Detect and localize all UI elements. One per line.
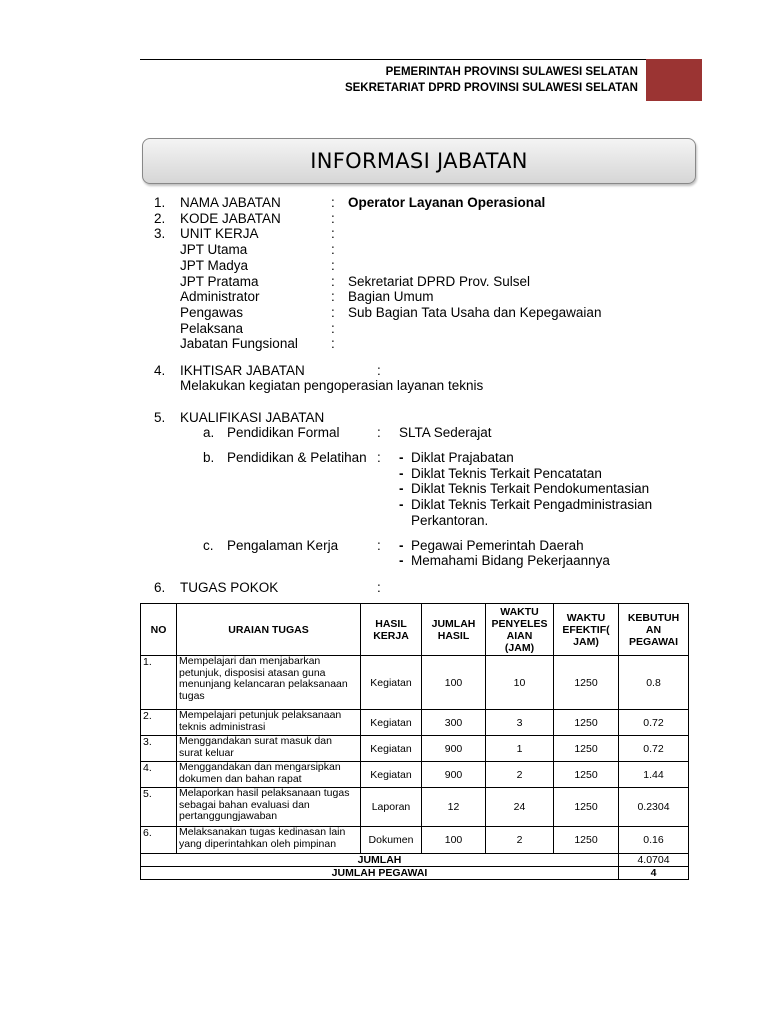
colon: : xyxy=(377,450,381,465)
bullet-dash: - xyxy=(399,481,404,496)
colon: : xyxy=(331,289,335,304)
header-rule xyxy=(140,59,646,60)
pelatihan-label: Pendidikan & Pelatihan xyxy=(227,450,367,465)
header-waktu-penyelesaian: WAKTU PENYELES AIAN (JAM) xyxy=(486,604,554,656)
ikhtisar-value: Melakukan kegiatan pengoperasian layanan teknis xyxy=(180,378,484,393)
row-waktu: 2 xyxy=(486,762,554,788)
header-line-2: SEKRETARIAT DPRD PROVINSI SULAWESI SELATAN xyxy=(344,82,638,94)
row-no: 5. xyxy=(141,788,177,827)
row-waktu: 10 xyxy=(486,656,554,710)
item-number: 4. xyxy=(154,363,166,378)
page-title: INFORMASI JABATAN xyxy=(310,149,528,173)
pengalaman-item: Memahami Bidang Pekerjaannya xyxy=(411,553,610,568)
pelatihan-item: Diklat Teknis Terkait Pencatatan xyxy=(411,466,602,481)
bullet-dash: - xyxy=(399,538,404,553)
row-hasil: Dokumen xyxy=(361,827,422,854)
sub-letter: a. xyxy=(203,425,215,440)
jumlah-label: JUMLAH xyxy=(141,854,619,867)
kualifikasi-label: KUALIFIKASI JABATAN xyxy=(180,410,325,425)
table-row xyxy=(141,788,689,827)
row-uraian: Mempelajari dan menjabarkan petunjuk, disposisi atasan guna menunjang kelancaran pelaksanaan tugas xyxy=(177,656,361,710)
table-row xyxy=(141,736,689,762)
jumlah-row xyxy=(141,854,689,867)
row-no: 6. xyxy=(141,827,177,854)
colon: : xyxy=(331,242,335,257)
row-efektif: 1250 xyxy=(554,788,619,827)
row-uraian: Melaporkan hasil pelaksanaan tugas sebagai bahan evaluasi dan pertanggungjawaban xyxy=(177,788,361,827)
pengawas-value: Sub Bagian Tata Usaha dan Kepegawaian xyxy=(348,305,602,320)
row-efektif: 1250 xyxy=(554,736,619,762)
pendidikan-formal-label: Pendidikan Formal xyxy=(227,425,340,440)
header-uraian: URAIAN TUGAS xyxy=(177,604,361,656)
colon: : xyxy=(331,274,335,289)
table-row xyxy=(141,827,689,854)
colon: : xyxy=(331,211,335,226)
pelaksana-label: Pelaksana xyxy=(180,321,244,336)
row-efektif: 1250 xyxy=(554,710,619,736)
row-uraian: Menggandakan dan mengarsipkan dokumen dan bahan rapat xyxy=(177,762,361,788)
jumlah-pegawai-value: 4 xyxy=(619,867,689,880)
colon: : xyxy=(377,363,381,378)
sub-letter: b. xyxy=(203,450,215,465)
bullet-dash: - xyxy=(399,553,404,568)
jpt-utama-label: JPT Utama xyxy=(180,242,248,257)
row-jumlah: 100 xyxy=(422,656,486,710)
nama-jabatan-value: Operator Layanan Operasional xyxy=(348,195,546,210)
tugas-table xyxy=(140,603,689,880)
row-kebutuhan: 1.44 xyxy=(619,762,689,788)
row-kebutuhan: 0.72 xyxy=(619,736,689,762)
row-jumlah: 100 xyxy=(422,827,486,854)
table-row xyxy=(141,710,689,736)
row-waktu: 1 xyxy=(486,736,554,762)
row-jumlah: 300 xyxy=(422,710,486,736)
row-jumlah: 900 xyxy=(422,762,486,788)
row-jumlah: 12 xyxy=(422,788,486,827)
row-hasil: Laporan xyxy=(361,788,422,827)
row-waktu: 3 xyxy=(486,710,554,736)
colon: : xyxy=(331,195,335,210)
pengalaman-item: Pegawai Pemerintah Daerah xyxy=(411,538,584,553)
table-row xyxy=(141,762,689,788)
colon: : xyxy=(331,226,335,241)
item-number: 2. xyxy=(154,211,166,226)
jumlah-pegawai-row xyxy=(141,867,689,880)
table-header-row xyxy=(141,604,689,656)
row-no: 2. xyxy=(141,710,177,736)
row-waktu: 24 xyxy=(486,788,554,827)
header-waktu-efektif: WAKTU EFEKTIF( JAM) xyxy=(554,604,619,656)
header-line-1: PEMERINTAH PROVINSI SULAWESI SELATAN xyxy=(385,66,638,78)
pengalaman-label: Pengalaman Kerja xyxy=(227,538,339,553)
pelatihan-item: Diklat Teknis Terkait Pendokumentasian xyxy=(411,481,650,496)
row-efektif: 1250 xyxy=(554,656,619,710)
row-no: 4. xyxy=(141,762,177,788)
kode-jabatan-label: KODE JABATAN xyxy=(180,211,281,226)
brand-block xyxy=(646,59,702,101)
colon: : xyxy=(331,305,335,320)
row-hasil: Kegiatan xyxy=(361,762,422,788)
jabatan-fungsional-label: Jabatan Fungsional xyxy=(180,336,298,351)
colon: : xyxy=(377,538,381,553)
header-jumlah-hasil: JUMLAH HASIL xyxy=(422,604,486,656)
row-uraian: Menggandakan surat masuk dan surat keluar xyxy=(177,736,361,762)
header-kebutuhan-pegawai: KEBUTUH AN PEGAWAI xyxy=(619,604,689,656)
row-efektif: 1250 xyxy=(554,827,619,854)
administrator-value: Bagian Umum xyxy=(348,289,434,304)
row-hasil: Kegiatan xyxy=(361,710,422,736)
row-kebutuhan: 0.72 xyxy=(619,710,689,736)
bullet-dash: - xyxy=(399,466,404,481)
row-waktu: 2 xyxy=(486,827,554,854)
sub-letter: c. xyxy=(203,538,214,553)
title-banner xyxy=(142,138,696,184)
item-number: 5. xyxy=(154,410,166,425)
jpt-pratama-value: Sekretariat DPRD Prov. Sulsel xyxy=(348,274,531,289)
pelatihan-item: Perkantoran. xyxy=(411,513,489,528)
pendidikan-formal-value: SLTA Sederajat xyxy=(399,425,492,440)
unit-kerja-label: UNIT KERJA xyxy=(180,226,259,241)
colon: : xyxy=(377,580,381,595)
row-uraian: Melaksanakan tugas kedinasan lain yang diperintahkan oleh pimpinan xyxy=(177,827,361,854)
pengawas-label: Pengawas xyxy=(180,305,244,320)
item-number: 1. xyxy=(154,195,166,210)
row-kebutuhan: 0.16 xyxy=(619,827,689,854)
bullet-dash: - xyxy=(399,450,404,465)
row-efektif: 1250 xyxy=(554,762,619,788)
jumlah-pegawai-label: JUMLAH PEGAWAI xyxy=(141,867,619,880)
table-row xyxy=(141,656,689,710)
colon: : xyxy=(331,258,335,273)
colon: : xyxy=(377,425,381,440)
administrator-label: Administrator xyxy=(180,289,260,304)
bullet-dash: - xyxy=(399,497,404,512)
header-no: NO xyxy=(141,604,177,656)
row-no: 1. xyxy=(141,656,177,710)
jpt-madya-label: JPT Madya xyxy=(180,258,249,273)
jpt-pratama-label: JPT Pratama xyxy=(180,274,259,289)
jumlah-value: 4.0704 xyxy=(619,854,689,867)
item-number: 3. xyxy=(154,226,166,241)
row-uraian: Mempelajari petunjuk pelaksanaan teknis administrasi xyxy=(177,710,361,736)
header-hasil-kerja: HASIL KERJA xyxy=(361,604,422,656)
tugas-pokok-label: TUGAS POKOK xyxy=(180,580,279,595)
nama-jabatan-label: NAMA JABATAN xyxy=(180,195,281,210)
row-hasil: Kegiatan xyxy=(361,656,422,710)
pelatihan-item: Diklat Prajabatan xyxy=(411,450,514,465)
colon: : xyxy=(331,336,335,351)
row-kebutuhan: 0.2304 xyxy=(619,788,689,827)
row-no: 3. xyxy=(141,736,177,762)
colon: : xyxy=(331,321,335,336)
row-kebutuhan: 0.8 xyxy=(619,656,689,710)
pelatihan-item: Diklat Teknis Terkait Pengadministrasian xyxy=(411,497,653,512)
row-jumlah: 900 xyxy=(422,736,486,762)
ikhtisar-label: IKHTISAR JABATAN xyxy=(180,363,305,378)
item-number: 6. xyxy=(154,580,166,595)
row-hasil: Kegiatan xyxy=(361,736,422,762)
